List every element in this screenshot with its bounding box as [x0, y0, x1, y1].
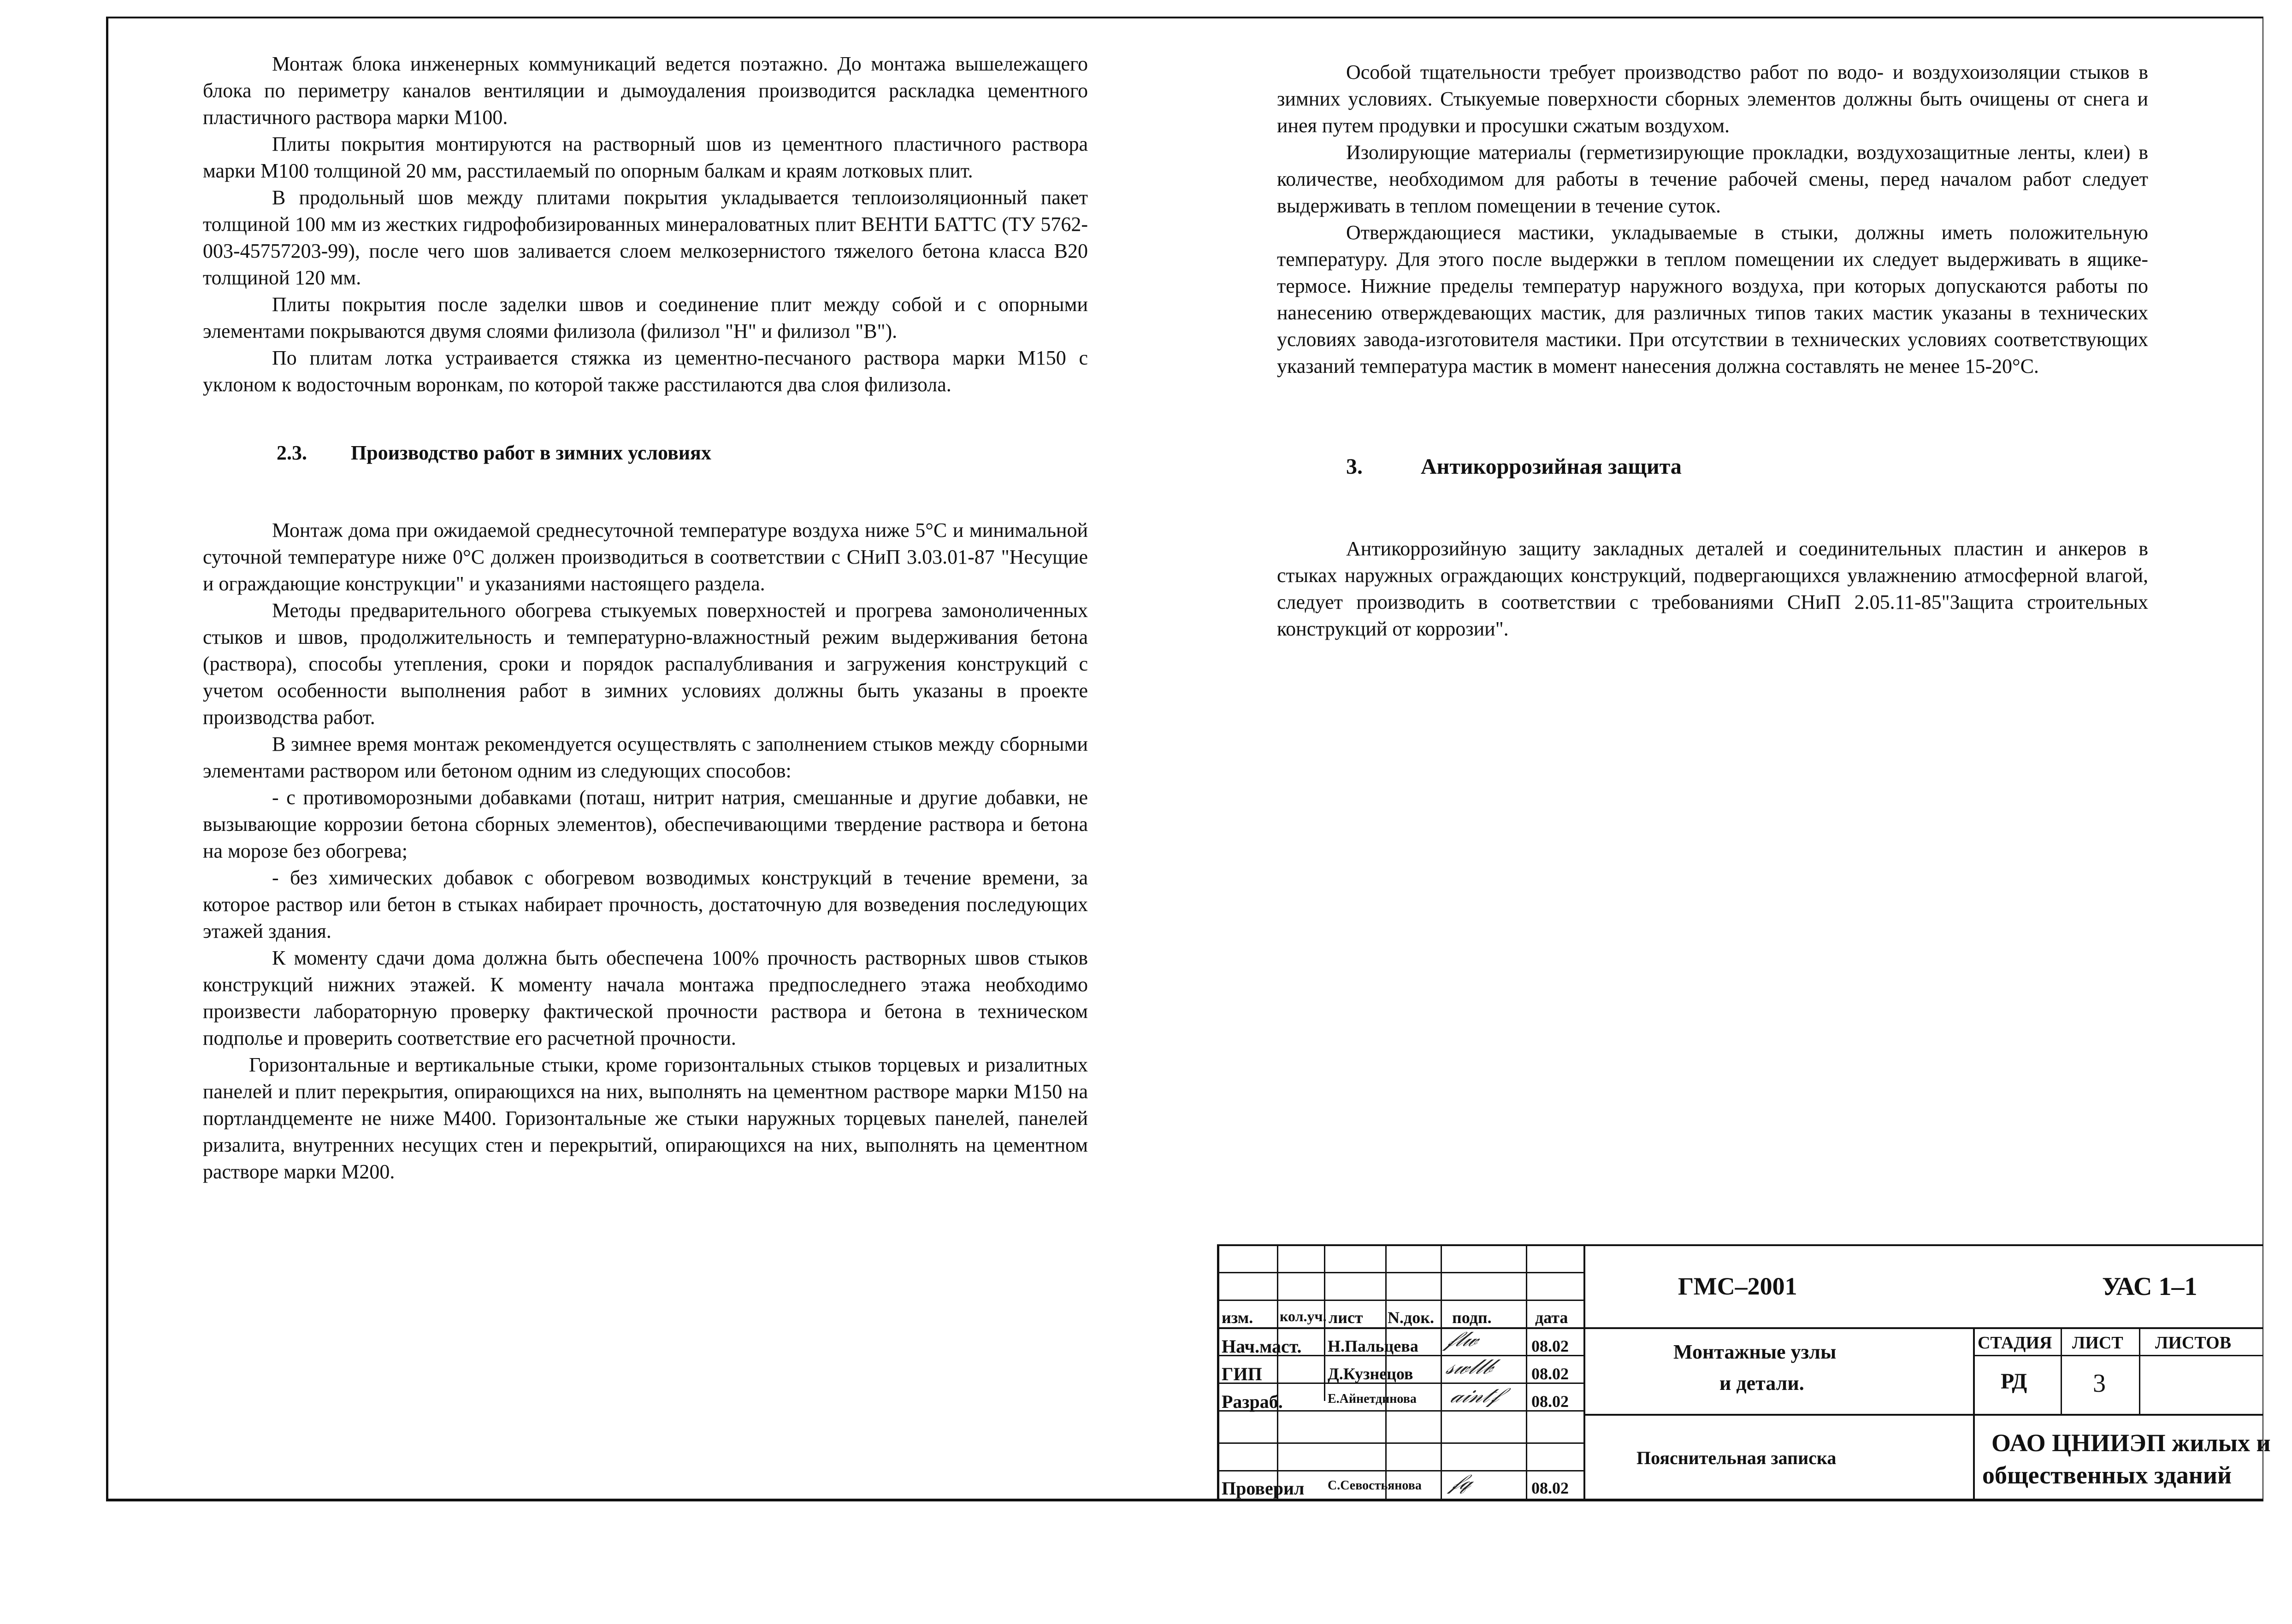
col-koluch: кол.уч. [1280, 1308, 1327, 1324]
row-role: Проверил [1222, 1478, 1305, 1499]
signature: 𝓈𝓌𝓁𝓁𝒷 [1443, 1354, 1498, 1379]
row-date: 08.02 [1531, 1392, 1569, 1411]
paragraph: Плиты покрытия монтируются на растворный шов из цементного пластичного раствора марки М100 толщиной 20 мм, расстилаемый по опорным балкам и краям лотковых плит. [203, 133, 1088, 182]
doc-subtitle: Пояснительная записка [1636, 1447, 1837, 1468]
left-column [203, 51, 1088, 1185]
signature: 𝒶𝒾𝓃𝓉𝒻 [1447, 1383, 1505, 1407]
project-code: ГМС–2001 [1678, 1272, 1797, 1300]
right-column [1277, 59, 2148, 642]
col-podp: подп. [1452, 1308, 1492, 1327]
row-date: 08.02 [1531, 1365, 1569, 1383]
list-item: - с противоморозными добавками (поташ, нитрит натрия, смешанные и другие добавки, не вызывающие коррозии бетона сборных элементов), обеспечивающими твердение раствора и бетона на морозе без обогрева; [203, 786, 1088, 862]
doc-title-line2: и детали. [1719, 1372, 1804, 1395]
heading-number: 2.3. [277, 441, 307, 464]
right-paragraphs-after [1277, 535, 2148, 642]
org-line1: ОАО ЦНИИЭП жилых и [1991, 1429, 2271, 1457]
paragraph: В зимнее время монтаж рекомендуется осуществлять с заполнением стыков между сборными элементами раствором или бетоном одним из следующих способов: [203, 733, 1088, 782]
org-line2: общественных зданий [1982, 1461, 2232, 1489]
row-date: 08.02 [1531, 1337, 1569, 1355]
col-ndok: N.док. [1388, 1308, 1434, 1327]
paragraph: В продольный шов между плитами покрытия укладывается теплоизоляционный пакет толщиной 100 мм из жестких гидрофобизированных минераловатных плит ВЕНТИ БАТТС (ТУ 5762-003-45757203-99), после чего шов заливается слоем мелкозернистого тяжелого бетона класса В20 толщиной 120 мм. [203, 186, 1088, 289]
row-role: Разраб. [1222, 1391, 1283, 1412]
paragraph: Плиты покрытия после заделки швов и соединение плит между собой и с опорными элементами покрываются двумя слоями филизола (филизол "Н" и филизол "В"). [203, 293, 1088, 342]
paragraph: Изолирующие материалы (герметизирующие прокладки, воздухозащитные ленты, клеи) в количестве, необходимом для работы в течение рабочей смены, перед началом работ следует выдерживать в теплом помещении в течение суток. [1277, 141, 2148, 217]
row-name: Д.Кузнецов [1328, 1365, 1413, 1383]
section-heading-2-3 [203, 440, 1088, 466]
col-izm: изм. [1222, 1308, 1253, 1327]
paragraph: Отверждающиеся мастики, укладываемые в стыки, должны иметь положительную температуру. Для этого после выдержки в теплом помещении их следует выдерживать в ящике-термосе. Нижние пределы температур наружного воздуха, при которых допускаются работы по нанесению отверждевающих мастик, для различных типов таких мастик указаны в технических условиях завода-изготовителя мастики. При отсутствии в технических условиях соответствующих указаний температура мастик в момент нанесения должна составлять не менее 15-20°С. [1277, 221, 2148, 377]
row-role: Нач.маст. [1222, 1336, 1302, 1357]
paragraph: К моменту сдачи дома должна быть обеспечена 100% прочность растворных швов стыков конструкций нижних этажей. К моменту начала монтажа предпоследнего этажа необходимо произвести лабораторную проверку фактической прочности раствора и бетона в техническом подполье и проверить соответствие его расчетной прочности. [203, 947, 1088, 1049]
heading-number: 3. [1346, 454, 1363, 479]
paragraph: Особой тщательности требует производство работ по водо- и воздухоизоляции стыков в зимних условиях. Стыкуемые поверхности сборных элементов должны быть очищены от снега и инея путем продувки и просушки сжатым воздухом. [1277, 61, 2148, 137]
sheet-code: УАС 1–1 [2102, 1272, 2197, 1301]
right-paragraphs-before [1277, 59, 2148, 380]
row-name: С.Севостьянова [1328, 1478, 1422, 1493]
stage-label: СТАДИЯ [1978, 1333, 2052, 1353]
row-date: 08.02 [1531, 1479, 1569, 1497]
paragraph: По плитам лотка устраивается стяжка из цементно-песчаного раствора марки М150 с уклоном к водосточным воронкам, по которой также расстилаются два слоя филизола. [203, 347, 1088, 396]
paragraph: Антикоррозийную защиту закладных деталей и соединительных пластин и анкеров в стыках наружных ограждающих конструкций, подвергающихся увлажнению атмосферной влагой, следует производить в соответствии с требованиями СНиП 2.05.11-85"Защита строительных конструкций от коррозии". [1277, 537, 2148, 640]
sheets-label: ЛИСТОВ [2155, 1333, 2232, 1353]
stage-value: РД [2001, 1369, 2027, 1394]
doc-title-line1: Монтажные узлы [1673, 1341, 1837, 1363]
title-block [1217, 1244, 2271, 1501]
paragraph: Монтаж дома при ожидаемой среднесуточной температуре воздуха ниже 5°С и минимальной суточной температуре ниже 0°С должен производиться в соответствии с СНиП 3.03.01-87 "Несущие и ограждающие конструкции" и указаниями настоящего раздела. [203, 519, 1088, 595]
row-name: Е.Айнетдинова [1328, 1392, 1417, 1406]
signature: 𝒻𝓁𝓌 [1443, 1326, 1483, 1351]
sheet-label: ЛИСТ [2072, 1333, 2123, 1353]
row-name: Н.Пальцева [1328, 1337, 1418, 1355]
sheet-value: 3 [2093, 1369, 2106, 1398]
list-item: - без химических добавок с обогревом возводимых конструкций в течение времени, за которое раствор или бетон в стыках набирает прочность, достаточную для возведения последующих этажей здания. [203, 866, 1088, 942]
row-role: ГИП [1222, 1364, 1262, 1384]
heading-title: Производство работ в зимних условиях [351, 441, 711, 464]
left-paragraphs-after [203, 517, 1088, 1185]
col-data: дата [1535, 1308, 1568, 1327]
col-list: лист [1329, 1308, 1363, 1327]
signature: 𝒻𝓆 [1447, 1469, 1477, 1494]
left-paragraphs-before [203, 51, 1088, 398]
paragraph: Монтаж блока инженерных коммуникаций ведется поэтажно. До монтажа вышележащего блока по периметру каналов вентиляции и дымоудаления производится раскладка цементного пластичного раствора марки М100. [203, 53, 1088, 129]
heading-title: Антикоррозийная защита [1421, 454, 1682, 479]
paragraph: Горизонтальные и вертикальные стыки, кроме горизонтальных стыков торцевых и ризалитных панелей и плит перекрытия, опирающихся на них, выполнять на цементном растворе марки М150 на портландцементе не ниже М400. Горизонтальные же стыки наружных торцевых панелей, панелей ризалита, внутренних несущих стен и перекрытий, опирающихся на них, выполнять на цементном растворе марки М200. [203, 1053, 1088, 1183]
section-heading-3 [1277, 453, 2148, 480]
paragraph: Методы предварительного обогрева стыкуемых поверхностей и прогрева замоноличенных стыков и швов, продолжительность и температурно-влажностный режим выдерживания бетона (раствора), способы утепления, сроки и порядок распалубливания и загружения конструкций с учетом особенности выполнения работ в зимних условиях должны быть указаны в проекте производства работ. [203, 599, 1088, 729]
